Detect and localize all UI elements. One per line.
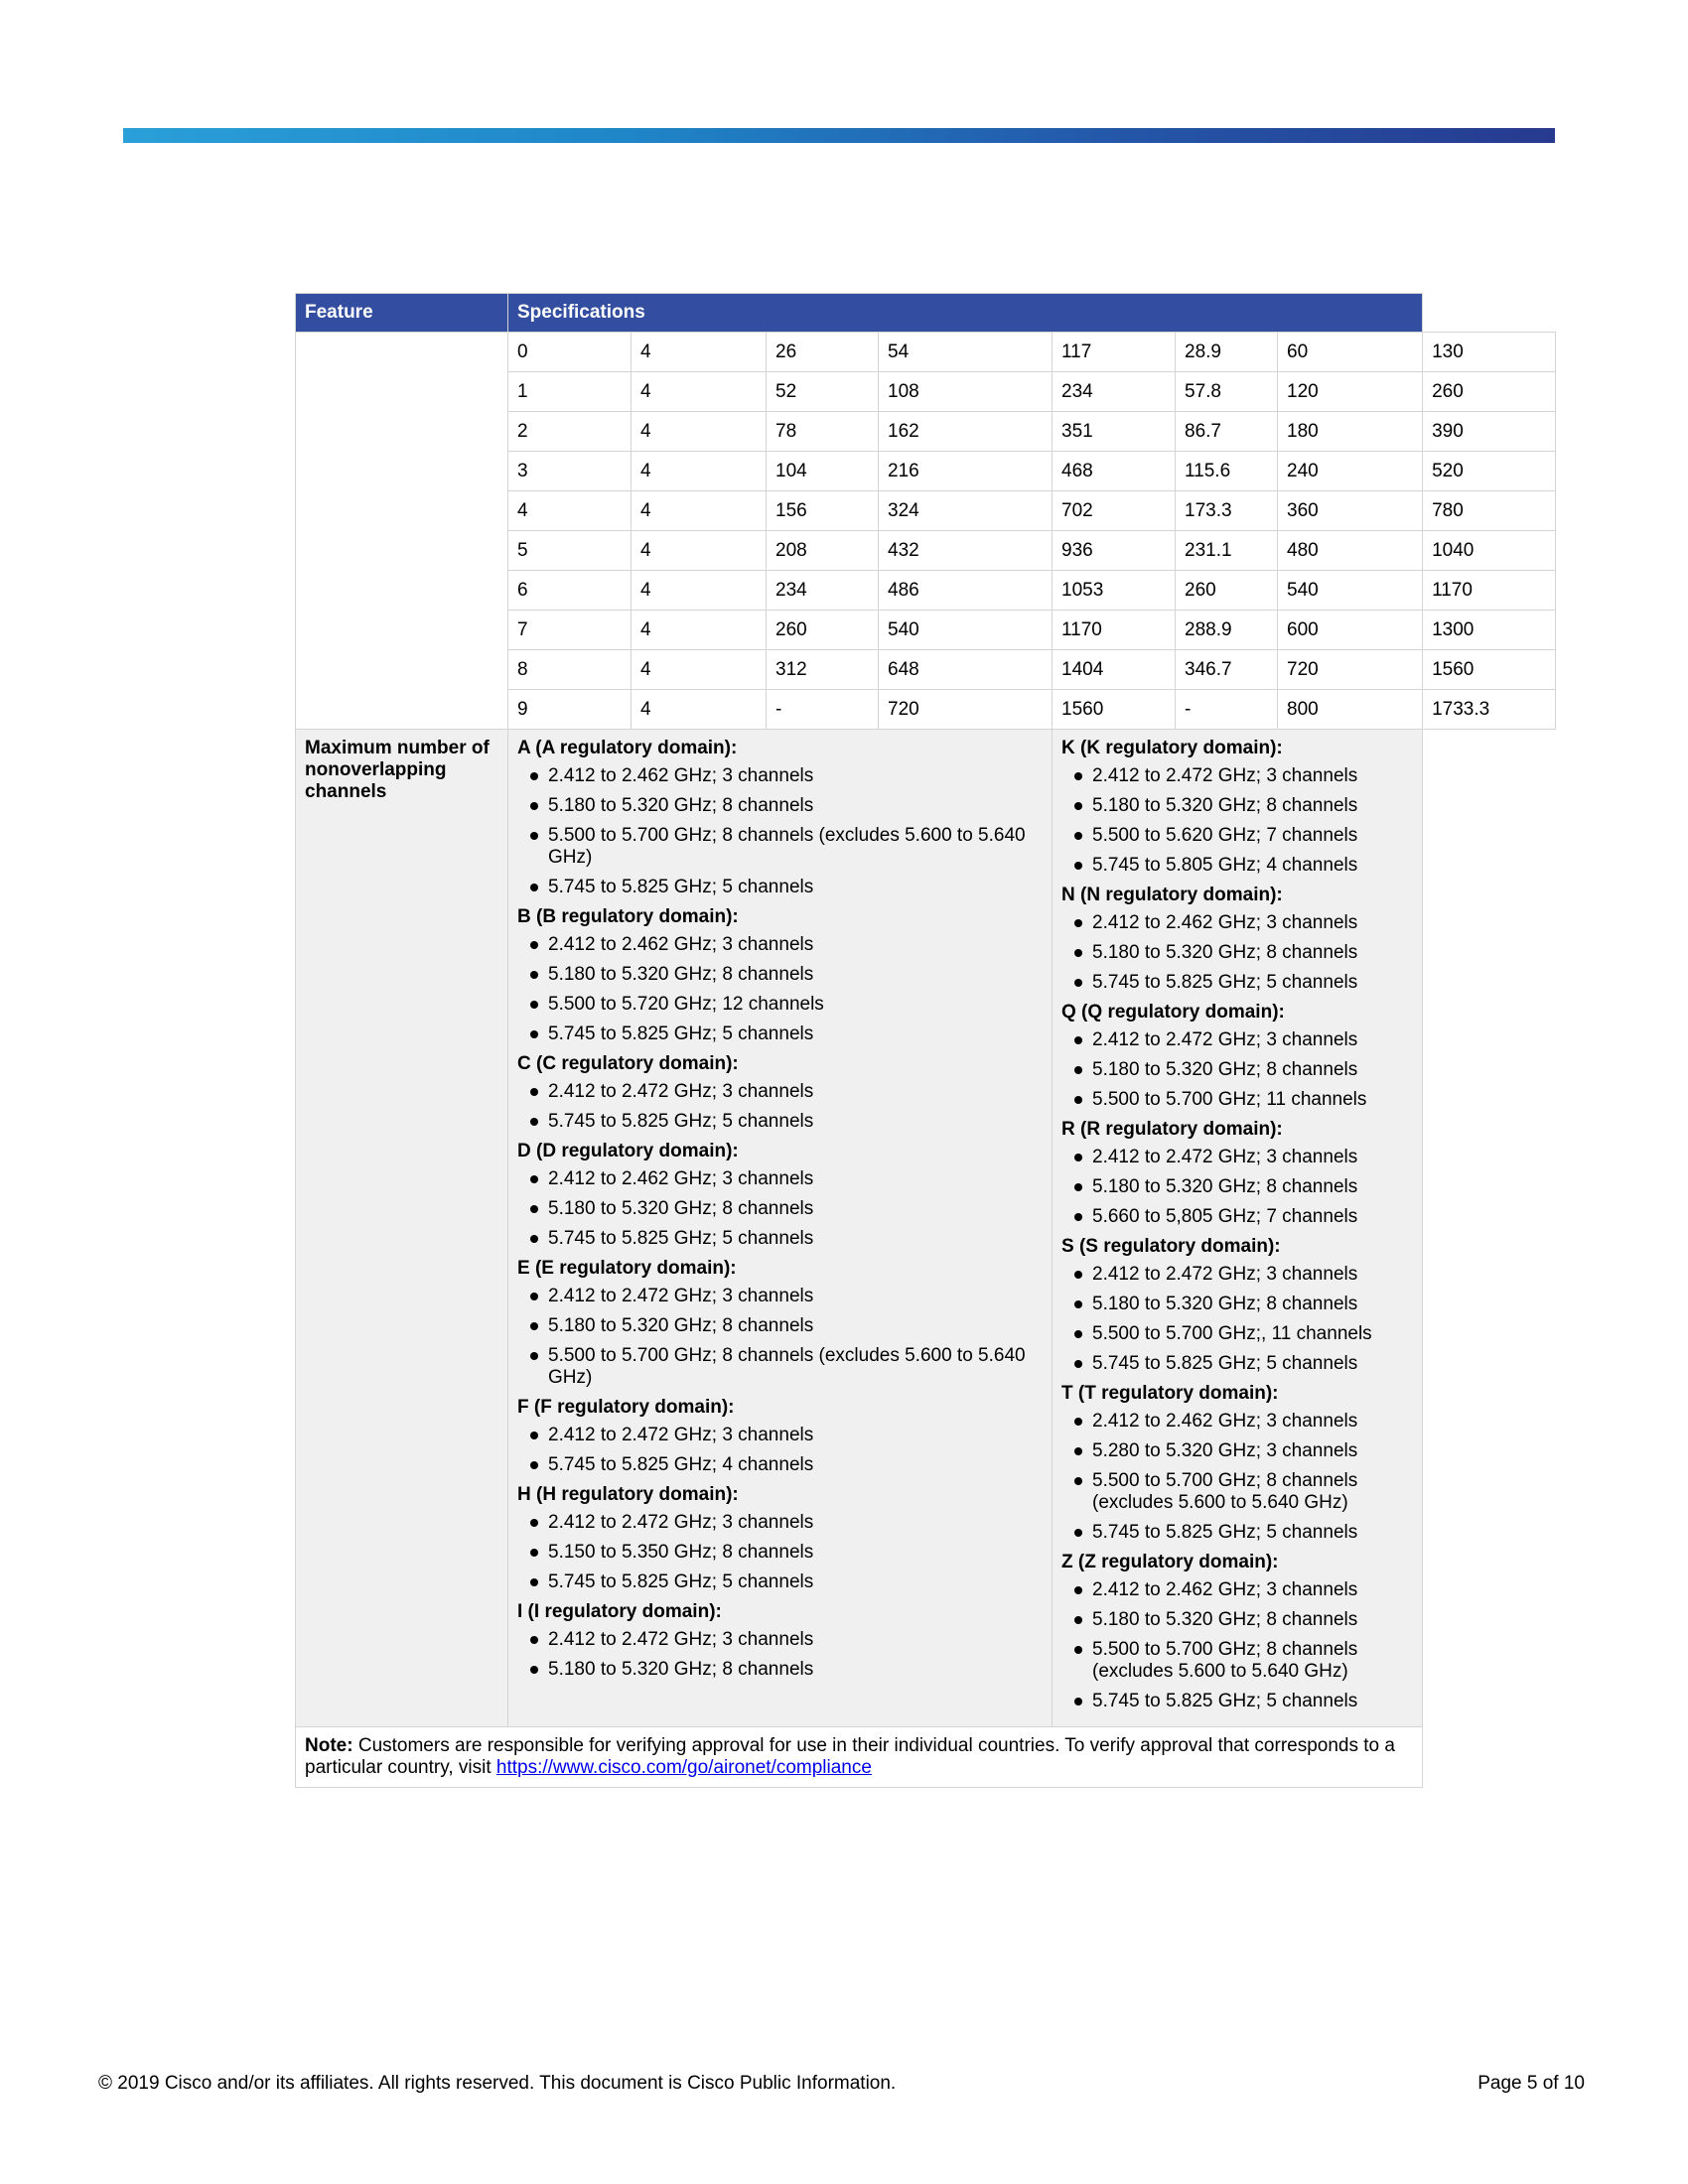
table-cell: 702 xyxy=(1053,491,1176,531)
list-item: 5.745 to 5.825 GHz; 5 channels xyxy=(1061,1522,1413,1544)
channels-feature-label xyxy=(296,730,508,1727)
table-cell: 390 xyxy=(1423,412,1556,452)
list-item: 5.180 to 5.320 GHz; 8 channels xyxy=(1061,1059,1413,1081)
list-item: 5.745 to 5.825 GHz; 4 channels xyxy=(517,1454,1043,1476)
domain-title: H (H regulatory domain): xyxy=(517,1484,739,1505)
channels-right-column xyxy=(1053,730,1423,1727)
table-cell: 231.1 xyxy=(1176,531,1278,571)
list-item: 2.412 to 2.462 GHz; 3 channels xyxy=(517,1168,1043,1190)
list-item: 2.412 to 2.472 GHz; 3 channels xyxy=(517,1286,1043,1307)
table-cell: 8 xyxy=(508,650,632,690)
table-cell: 1404 xyxy=(1053,650,1176,690)
table-cell: 324 xyxy=(879,491,1053,531)
table-cell: 260 xyxy=(1176,571,1278,611)
domain-title: I (I regulatory domain): xyxy=(517,1601,722,1622)
table-cell: 28.9 xyxy=(1176,333,1278,372)
domain-title: T (T regulatory domain): xyxy=(1061,1383,1279,1404)
table-cell: 5 xyxy=(508,531,632,571)
table-cell: 720 xyxy=(1278,650,1423,690)
footer-copyright: © 2019 Cisco and/or its affiliates. All rights reserved. This document is Cisco Public Information. xyxy=(98,2073,897,2094)
domain-channel-list xyxy=(1061,912,1413,994)
table-cell: 4 xyxy=(632,571,767,611)
list-item: 5.745 to 5.825 GHz; 5 channels xyxy=(517,1111,1043,1133)
table-cell: 520 xyxy=(1423,452,1556,491)
feature-header: Feature xyxy=(296,294,508,333)
domain-channel-list xyxy=(1061,1029,1413,1111)
domain-channel-list xyxy=(1061,765,1413,877)
table-cell: 936 xyxy=(1053,531,1176,571)
table-cell: 432 xyxy=(879,531,1053,571)
list-item: 5.500 to 5.620 GHz; 7 channels xyxy=(1061,825,1413,847)
list-item: 5.745 to 5.825 GHz; 5 channels xyxy=(1061,972,1413,994)
table-cell: 1 xyxy=(508,372,632,412)
domain-title: C (C regulatory domain): xyxy=(517,1053,739,1074)
list-item: 2.412 to 2.472 GHz; 3 channels xyxy=(517,1629,1043,1651)
table-cell: - xyxy=(767,690,879,730)
domain-channel-list xyxy=(517,1512,1043,1593)
domain-title: D (D regulatory domain): xyxy=(517,1141,739,1161)
list-item: 5.180 to 5.320 GHz; 8 channels xyxy=(517,1198,1043,1220)
table-cell: 108 xyxy=(879,372,1053,412)
list-item: 5.180 to 5.320 GHz; 8 channels xyxy=(517,1659,1043,1681)
domain-title: K (K regulatory domain): xyxy=(1061,738,1283,758)
list-item: 5.150 to 5.350 GHz; 8 channels xyxy=(517,1542,1043,1564)
list-item: 2.412 to 2.472 GHz; 3 channels xyxy=(1061,1029,1413,1051)
table-cell: 648 xyxy=(879,650,1053,690)
list-item: 2.412 to 2.462 GHz; 3 channels xyxy=(517,934,1043,956)
table-cell: 26 xyxy=(767,333,879,372)
table-cell: 1053 xyxy=(1053,571,1176,611)
table-cell: 216 xyxy=(879,452,1053,491)
table-cell: 720 xyxy=(879,690,1053,730)
table-cell: 234 xyxy=(767,571,879,611)
table-cell: 0 xyxy=(508,333,632,372)
table-cell: 1560 xyxy=(1053,690,1176,730)
table-cell: 4 xyxy=(632,531,767,571)
table-cell: 4 xyxy=(508,491,632,531)
domain-channel-list xyxy=(517,765,1043,898)
list-item: 5.500 to 5.700 GHz; 8 channels (excludes 5.600 to 5.640 GHz) xyxy=(1061,1470,1413,1514)
table-cell: 1040 xyxy=(1423,531,1556,571)
domain-channel-list xyxy=(517,1286,1043,1389)
list-item: 5.180 to 5.320 GHz; 8 channels xyxy=(1061,1176,1413,1198)
table-header-row xyxy=(296,294,1556,333)
compliance-link[interactable]: https://www.cisco.com/go/aironet/compliance xyxy=(495,1757,872,1778)
table-cell: 288.9 xyxy=(1176,611,1278,650)
domain-title: N (N regulatory domain): xyxy=(1061,885,1283,905)
domain-title: E (E regulatory domain): xyxy=(517,1258,737,1279)
list-item: 2.412 to 2.472 GHz; 3 channels xyxy=(1061,765,1413,787)
domain-channel-list xyxy=(1061,1411,1413,1544)
domain-title: Q (Q regulatory domain): xyxy=(1061,1002,1285,1023)
table-cell: 240 xyxy=(1278,452,1423,491)
list-item: 2.412 to 2.472 GHz; 3 channels xyxy=(1061,1264,1413,1286)
table-cell: 4 xyxy=(632,452,767,491)
domain-title: R (R regulatory domain): xyxy=(1061,1119,1283,1140)
domain-title: S (S regulatory domain): xyxy=(1061,1236,1281,1257)
list-item: 5.500 to 5.700 GHz; 11 channels xyxy=(1061,1089,1413,1111)
table-cell: 351 xyxy=(1053,412,1176,452)
list-item: 5.180 to 5.320 GHz; 8 channels xyxy=(517,795,1043,817)
list-item: 5.745 to 5.825 GHz; 5 channels xyxy=(1061,1353,1413,1375)
table-cell: 312 xyxy=(767,650,879,690)
table-cell: 4 xyxy=(632,372,767,412)
list-item: 2.412 to 2.472 GHz; 3 channels xyxy=(517,1081,1043,1103)
table-row xyxy=(296,333,1556,372)
note-label: Note: xyxy=(305,1735,353,1756)
table-cell: 260 xyxy=(1423,372,1556,412)
table-cell: 260 xyxy=(767,611,879,650)
channels-feature-text: Maximum number of nonoverlapping channels xyxy=(305,738,490,802)
note-text: Customers are responsible for verifying approval for use in their individual countries. To verify approval that corresponds to a particular country, visit xyxy=(305,1735,1395,1778)
table-cell: 115.6 xyxy=(1176,452,1278,491)
list-item: 5.180 to 5.320 GHz; 8 channels xyxy=(1061,1294,1413,1315)
table-cell: 4 xyxy=(632,650,767,690)
note-row xyxy=(296,1727,1556,1788)
list-item: 5.180 to 5.320 GHz; 8 channels xyxy=(1061,1609,1413,1631)
specifications-header: Specifications xyxy=(508,294,1423,333)
note-cell xyxy=(296,1727,1423,1788)
list-item: 5.745 to 5.825 GHz; 5 channels xyxy=(517,1024,1043,1045)
table-cell: 54 xyxy=(879,333,1053,372)
table-cell: 130 xyxy=(1423,333,1556,372)
table-cell: 162 xyxy=(879,412,1053,452)
table-cell: 86.7 xyxy=(1176,412,1278,452)
list-item: 5.660 to 5,805 GHz; 7 channels xyxy=(1061,1206,1413,1228)
table-cell: 180 xyxy=(1278,412,1423,452)
table-cell: 2 xyxy=(508,412,632,452)
table-cell: 1170 xyxy=(1053,611,1176,650)
list-item: 5.500 to 5.700 GHz;, 11 channels xyxy=(1061,1323,1413,1345)
table-cell: 6 xyxy=(508,571,632,611)
domain-channel-list xyxy=(1061,1579,1413,1712)
domain-channel-list xyxy=(517,1629,1043,1681)
list-item: 5.500 to 5.700 GHz; 8 channels (excludes 5.600 to 5.640 GHz) xyxy=(1061,1639,1413,1683)
list-item: 5.180 to 5.320 GHz; 8 channels xyxy=(1061,795,1413,817)
list-item: 5.180 to 5.320 GHz; 8 channels xyxy=(517,1315,1043,1337)
table-cell: 1170 xyxy=(1423,571,1556,611)
table-cell: 52 xyxy=(767,372,879,412)
table-cell: 234 xyxy=(1053,372,1176,412)
table-cell: 780 xyxy=(1423,491,1556,531)
domain-channel-list xyxy=(1061,1264,1413,1375)
table-cell: 208 xyxy=(767,531,879,571)
list-item: 5.745 to 5.825 GHz; 5 channels xyxy=(517,1571,1043,1593)
table-cell: 4 xyxy=(632,333,767,372)
list-item: 2.412 to 2.472 GHz; 3 channels xyxy=(1061,1147,1413,1168)
domain-channel-list xyxy=(517,1425,1043,1476)
domain-title: F (F regulatory domain): xyxy=(517,1397,735,1418)
table-cell: 4 xyxy=(632,491,767,531)
list-item: 5.745 to 5.825 GHz; 5 channels xyxy=(517,1228,1043,1250)
list-item: 2.412 to 2.462 GHz; 3 channels xyxy=(1061,1411,1413,1433)
table-cell: 540 xyxy=(1278,571,1423,611)
brand-gradient-bar xyxy=(123,128,1555,143)
list-item: 5.180 to 5.320 GHz; 8 channels xyxy=(517,964,1043,986)
domain-channel-list xyxy=(517,1168,1043,1250)
list-item: 5.500 to 5.700 GHz; 8 channels (excludes 5.600 to 5.640 GHz) xyxy=(517,825,1043,869)
domain-title: B (B regulatory domain): xyxy=(517,906,739,927)
table-cell: 346.7 xyxy=(1176,650,1278,690)
list-item: 5.745 to 5.825 GHz; 5 channels xyxy=(517,877,1043,898)
table-cell: 7 xyxy=(508,611,632,650)
table-cell: 78 xyxy=(767,412,879,452)
channels-left-column xyxy=(508,730,1053,1727)
table-cell: 1733.3 xyxy=(1423,690,1556,730)
list-item: 2.412 to 2.472 GHz; 3 channels xyxy=(517,1512,1043,1534)
table-cell: 60 xyxy=(1278,333,1423,372)
spec-table xyxy=(295,293,1556,1788)
table-cell: 4 xyxy=(632,690,767,730)
domain-title: A (A regulatory domain): xyxy=(517,738,738,758)
list-item: 2.412 to 2.462 GHz; 3 channels xyxy=(517,765,1043,787)
list-item: 2.412 to 2.462 GHz; 3 channels xyxy=(1061,912,1413,934)
table-cell: 117 xyxy=(1053,333,1176,372)
domain-title: Z (Z regulatory domain): xyxy=(1061,1552,1279,1572)
table-cell: 468 xyxy=(1053,452,1176,491)
table-cell: 9 xyxy=(508,690,632,730)
list-item: 2.412 to 2.472 GHz; 3 channels xyxy=(517,1425,1043,1446)
table-cell: 173.3 xyxy=(1176,491,1278,531)
table-cell: 156 xyxy=(767,491,879,531)
table-cell: 486 xyxy=(879,571,1053,611)
table-cell: 4 xyxy=(632,611,767,650)
table-cell: 360 xyxy=(1278,491,1423,531)
table-cell: 3 xyxy=(508,452,632,491)
list-item: 2.412 to 2.462 GHz; 3 channels xyxy=(1061,1579,1413,1601)
list-item: 5.500 to 5.700 GHz; 8 channels (excludes 5.600 to 5.640 GHz) xyxy=(517,1345,1043,1389)
table-cell: 540 xyxy=(879,611,1053,650)
footer-page-number: Page 5 of 10 xyxy=(1477,2073,1585,2094)
list-item: 5.745 to 5.805 GHz; 4 channels xyxy=(1061,855,1413,877)
domain-channel-list xyxy=(517,934,1043,1045)
table-cell: 1300 xyxy=(1423,611,1556,650)
list-item: 5.500 to 5.720 GHz; 12 channels xyxy=(517,994,1043,1016)
table-cell: 800 xyxy=(1278,690,1423,730)
table-cell: 600 xyxy=(1278,611,1423,650)
table-cell: - xyxy=(1176,690,1278,730)
table-cell: 480 xyxy=(1278,531,1423,571)
domain-channel-list xyxy=(1061,1147,1413,1228)
list-item: 5.745 to 5.825 GHz; 5 channels xyxy=(1061,1691,1413,1712)
list-item: 5.280 to 5.320 GHz; 3 channels xyxy=(1061,1440,1413,1462)
channels-row xyxy=(296,730,1556,1727)
list-item: 5.180 to 5.320 GHz; 8 channels xyxy=(1061,942,1413,964)
feature-cell-empty xyxy=(296,333,508,730)
domain-channel-list xyxy=(517,1081,1043,1133)
table-cell: 104 xyxy=(767,452,879,491)
table-cell: 120 xyxy=(1278,372,1423,412)
table-cell: 1560 xyxy=(1423,650,1556,690)
table-cell: 57.8 xyxy=(1176,372,1278,412)
table-cell: 4 xyxy=(632,412,767,452)
